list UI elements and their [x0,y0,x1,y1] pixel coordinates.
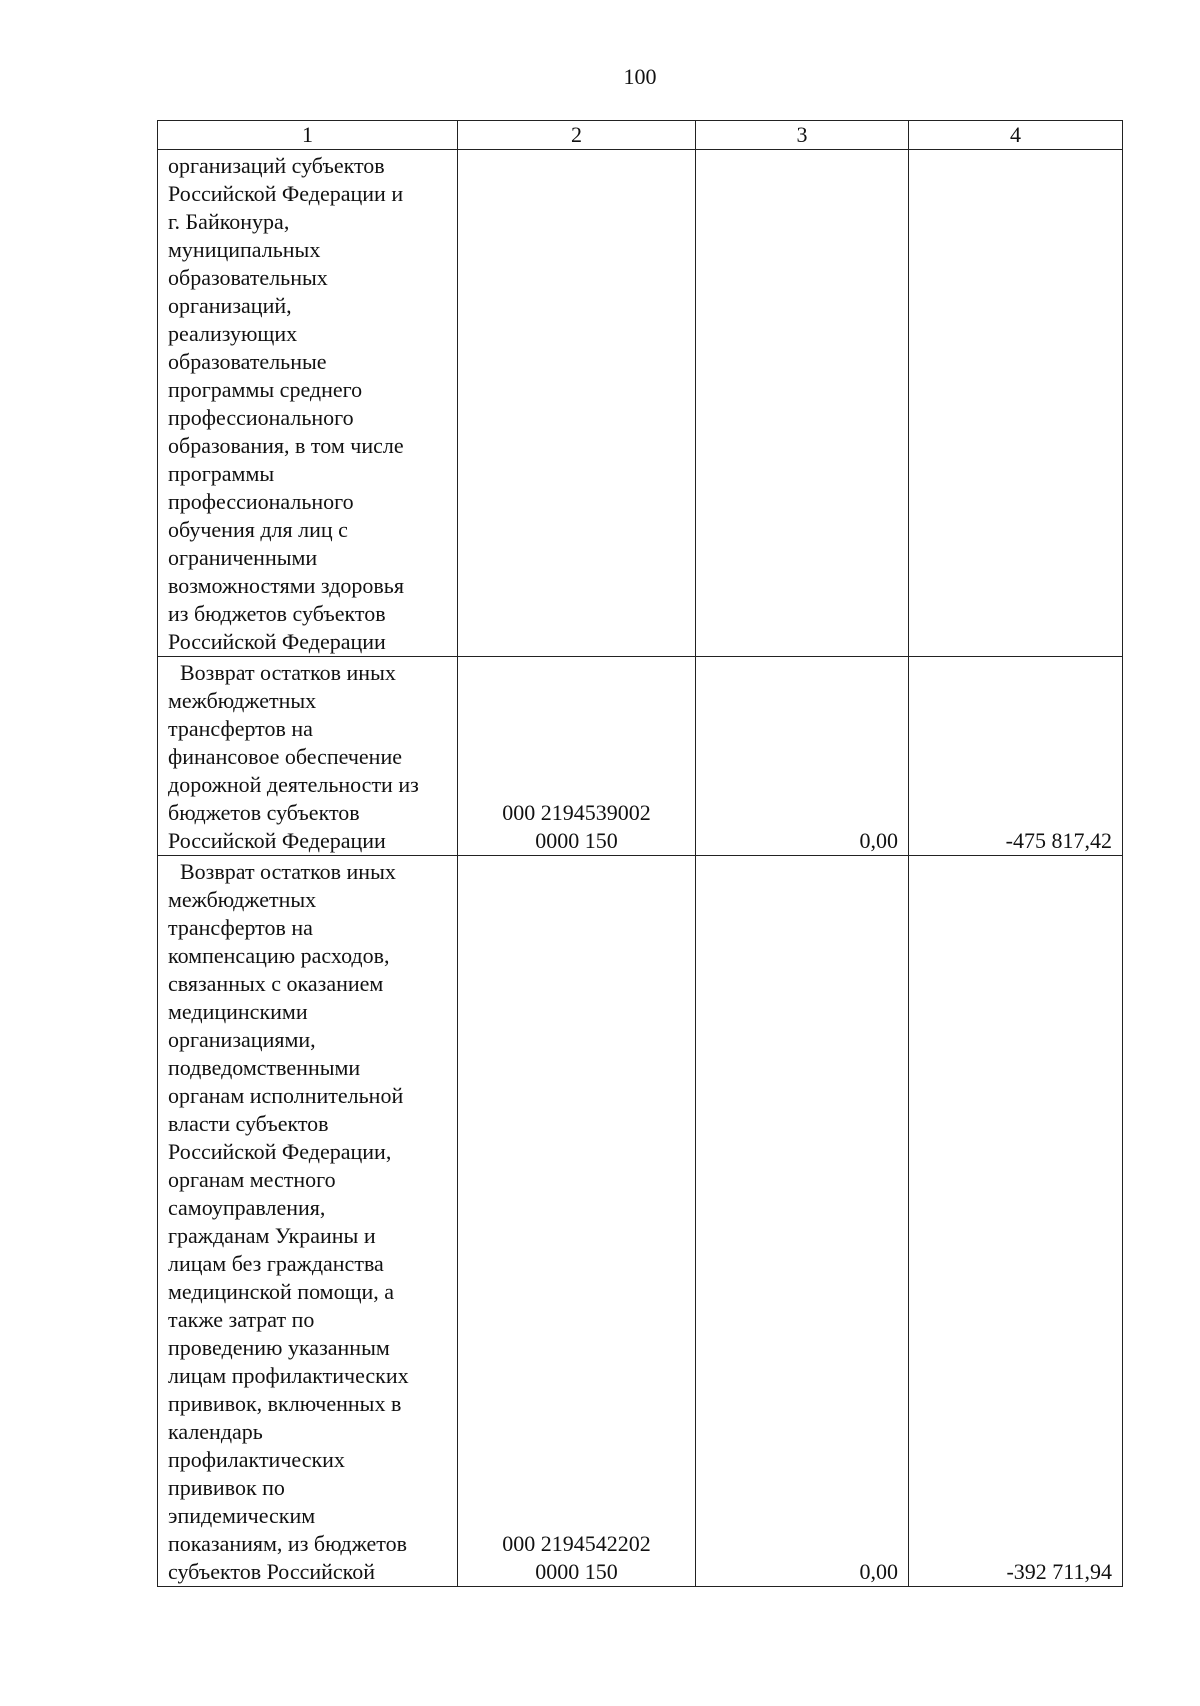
description-line: Возврат остатков иных [180,859,396,884]
row-col4-value: -392 711,94 [909,856,1123,1587]
description-line: дорожной деятельности из [168,772,419,797]
description-line: гражданам Украины и [168,1223,376,1248]
description-line: самоуправления, [168,1195,326,1220]
header-row [158,121,1123,150]
description-line: межбюджетных [168,688,317,713]
description-line: лицам без гражданства [168,1251,384,1276]
description-line: лицам профилактических [168,1363,409,1388]
description-line: также затрат по [168,1307,315,1332]
description-line: прививок по [168,1475,285,1500]
description-line: профессионального [168,405,354,430]
description-line: организациями, [168,1027,316,1052]
description-line: бюджетов субъектов [168,800,360,825]
row-description [158,856,458,1587]
description-line: финансовое обеспечение [168,744,402,769]
row-col3-value: 0,00 [696,856,909,1587]
row-code [458,150,696,657]
description-line: власти субъектов [168,1111,329,1136]
description-line: возможностями здоровья [168,573,404,598]
header-col-1: 1 [158,121,458,150]
budget-table [157,120,1123,1587]
table-row [158,150,1123,657]
description-line: компенсацию расходов, [168,943,390,968]
description-line: образовательных [168,265,328,290]
row-code [458,856,696,1587]
description-line: Российской Федерации, [168,1139,392,1164]
description-line: программы среднего [168,377,363,402]
description-line: трансфертов на [168,716,313,741]
description-line: Российской Федерации [168,629,386,654]
description-line: Возврат остатков иных [180,660,396,685]
row-code [458,657,696,856]
description-line: профилактических [168,1447,345,1472]
description-line: Российской Федерации и [168,181,404,206]
table-header [158,121,1123,150]
description-line: субъектов Российской [168,1559,376,1584]
row-col3-value: 0,00 [696,657,909,856]
description-line: медицинской помощи, а [168,1279,395,1304]
row-col3-value [696,150,909,657]
description-line: из бюджетов субъектов [168,601,386,626]
description-line: эпидемическим [168,1503,316,1528]
row-col4-value: -475 817,42 [909,657,1123,856]
description-line: прививок, включенных в [168,1391,402,1416]
table-row [158,856,1123,1587]
page-number: 100 [623,64,657,89]
description-line: Российской Федерации [168,828,386,853]
code-line: 0000 150 [535,828,618,853]
description-line: органам местного [168,1167,336,1192]
row-description [158,150,458,657]
description-line: организаций субъектов [168,153,385,178]
code-line: 0000 150 [535,1559,618,1584]
description-line: образования, в том числе [168,433,404,458]
description-line: ограниченными [168,545,318,570]
description-line: муниципальных [168,237,321,262]
description-line: образовательные [168,349,327,374]
description-line: подведомственными [168,1055,361,1080]
code-line: 000 2194539002 [502,800,651,825]
row-col4-value [909,150,1123,657]
description-line: обучения для лиц с [168,517,348,542]
description-line: профессионального [168,489,354,514]
description-line: программы [168,461,275,486]
description-line: трансфертов на [168,915,313,940]
description-line: реализующих [168,321,298,346]
description-line: г. Байконура, [168,209,290,234]
description-line: органам исполнительной [168,1083,404,1108]
header-col-2: 2 [458,121,696,150]
description-line: медицинскими [168,999,308,1024]
description-line: показаниям, из бюджетов [168,1531,407,1556]
table-row [158,657,1123,856]
description-line: проведению указанным [168,1335,390,1360]
code-line: 000 2194542202 [502,1531,651,1556]
row-description [158,657,458,856]
description-line: календарь [168,1419,263,1444]
description-line: организаций, [168,293,292,318]
header-col-3: 3 [696,121,909,150]
description-line: межбюджетных [168,887,317,912]
header-col-4: 4 [909,121,1123,150]
description-line: связанных с оказанием [168,971,384,996]
